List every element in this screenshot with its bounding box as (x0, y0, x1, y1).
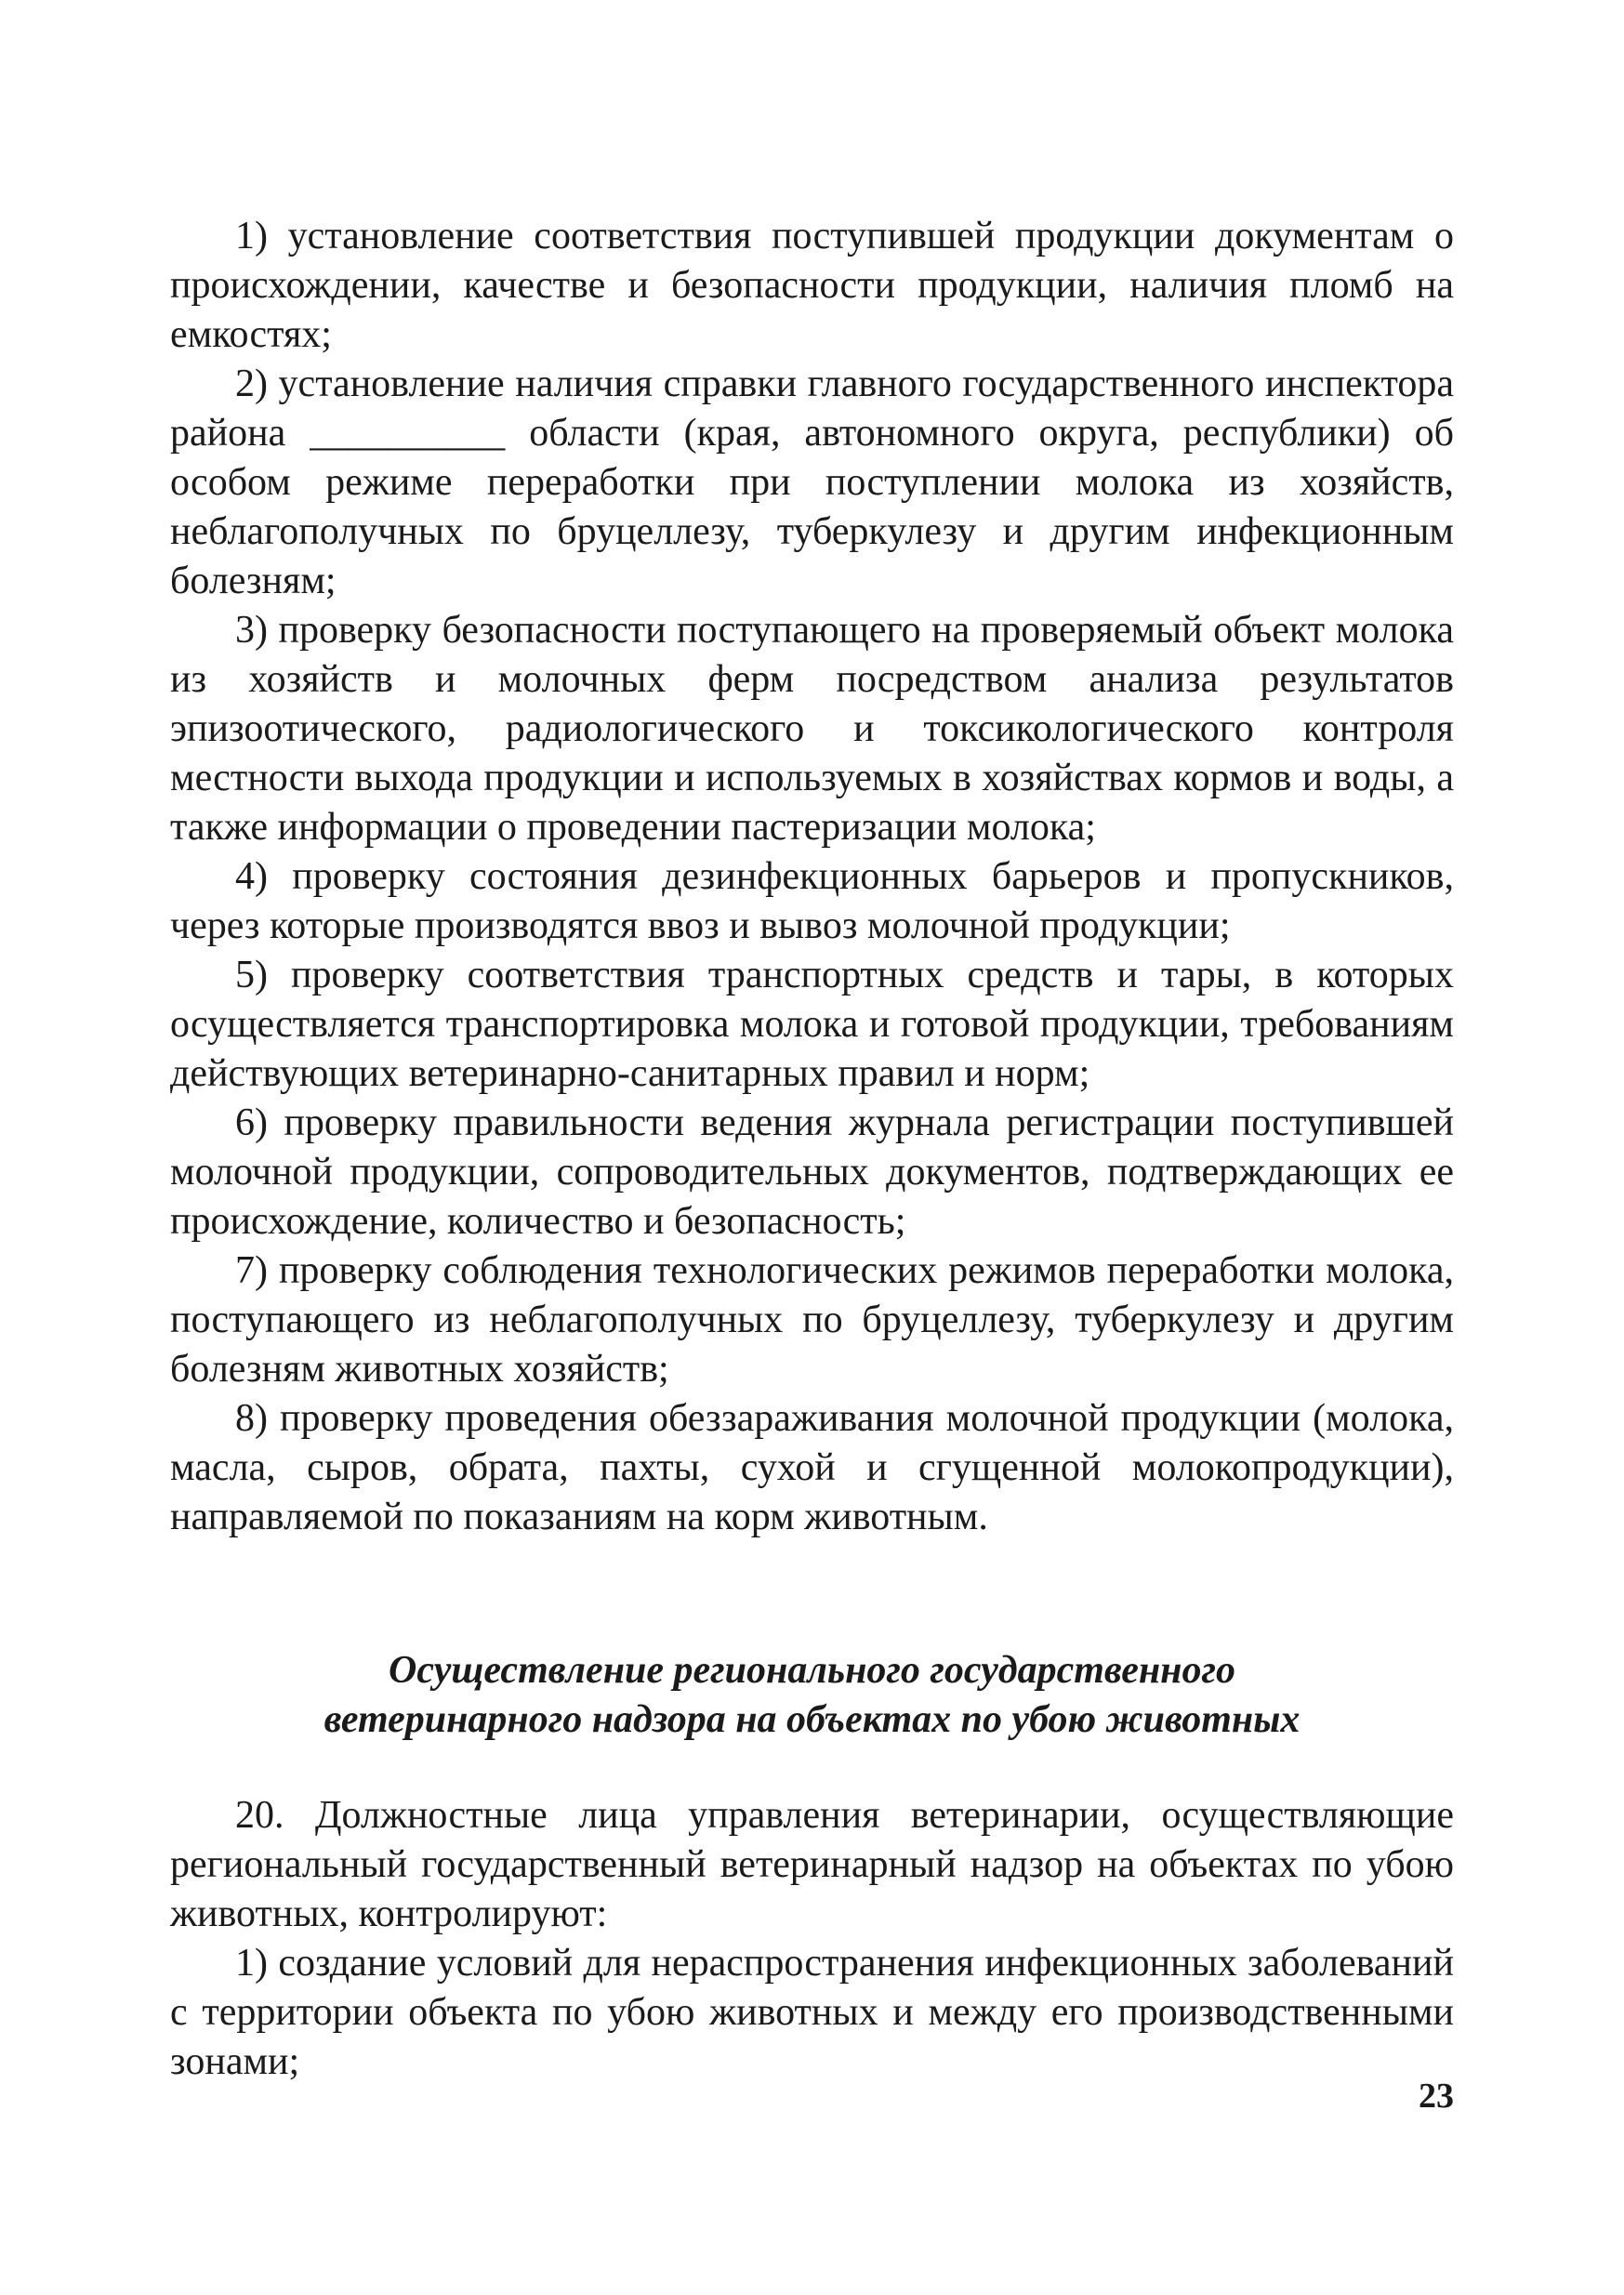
section-heading-line-1: Осуществление регионального государственного (389, 1649, 1235, 1692)
list-item: 4) проверку состояния дезинфекционных барьеров и пропускников, через которые производятся ввоз и вывоз молочной продукции; (170, 855, 1454, 947)
list-item: 5) проверку соответствия транспортных средств и тары, в которых осуществляется транспортировка молока и готовой продукции, требованиям действующих ветеринарно-санитарных правил и норм; (170, 954, 1454, 1095)
list-item: 1) установление соответствия поступившей продукции документам о происхождении, качестве и безопасности продукции, наличия пломб на емкостях; (170, 215, 1454, 356)
section-heading (170, 1646, 1454, 1745)
list-item: 6) проверку правильности ведения журнала регистрации поступившей молочной продукции, сопроводительных документов, подтверждающих ее происхождение, количество и безопасность; (170, 1101, 1454, 1243)
section-heading-line-2: ветеринарного надзора на объектах по убою животных (323, 1698, 1301, 1741)
page-body (170, 212, 1454, 2087)
page-number: 23 (1419, 2077, 1454, 2116)
list-item: 7) проверку соблюдения технологических режимов переработки молока, поступающего из неблагополучных по бруцеллезу, туберкулезу и другим болезням животных хозяйств; (170, 1249, 1454, 1391)
list-item: 1) создание условий для нераспространения инфекционных заболеваний с территории объекта по убою животных и между его производственными зонами; (170, 1942, 1454, 2083)
list-item: 8) проверку проведения обеззараживания молочной продукции (молока, масла, сыров, обрата, пахты, сухой и сгущенной молокопродукции), направляемой по показаниям на корм животным. (170, 1397, 1454, 1538)
list-item: 2) установление наличия справки главного государственного инспектора района __________ области (края, автономного округа, республики) об особом режиме переработки при поступлении молока из хозяйств, неблагополучных по бруцеллезу, туберкулезу и другим инфекционным болезням; (170, 363, 1454, 602)
list-item: 3) проверку безопасности поступающего на проверяемый объект молока из хозяйств и молочных ферм посредством анализа результатов эпизоотического, радиологического и токсикологического контроля местности выхода продукции и используемых в хозяйствах кормов и воды, а также информации о проведении пастеризации молока; (170, 609, 1454, 849)
clause-20: 20. Должностные лица управления ветеринарии, осуществляющие региональный государственный ветеринарный надзор на объектах по убою животных, контролируют: (170, 1794, 1454, 1935)
